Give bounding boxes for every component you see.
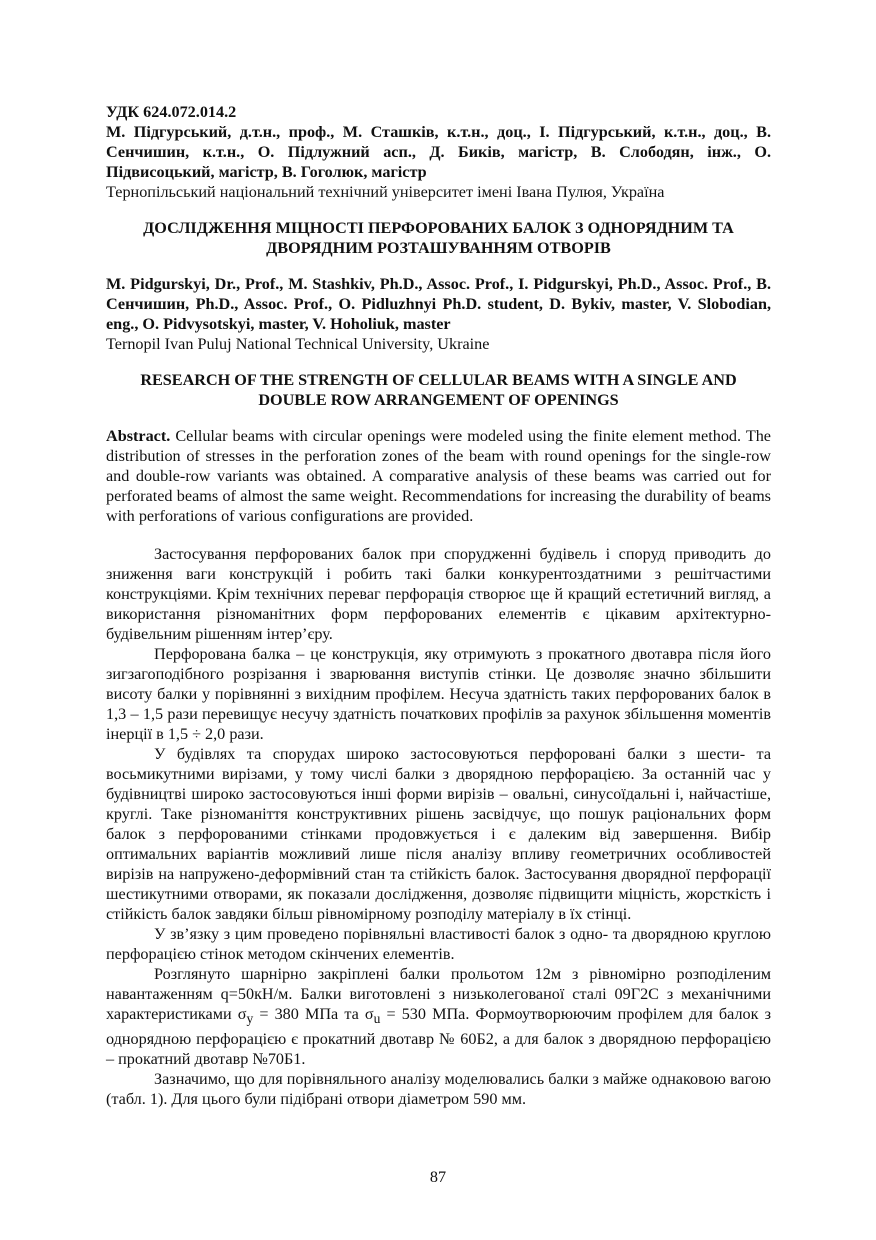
affiliation-english: Ternopil Ivan Puluj National Technical University, Ukraine	[106, 335, 490, 353]
abstract-label: Abstract.	[106, 427, 171, 445]
body-paragraph-6: Зазначимо, що для порівняльного аналізу моделювались балки з майже однаковою вагою (табл. 1). Для цього були підібрані отвори діаметром 590 мм.	[106, 1070, 771, 1109]
body-paragraph-2: Перфорована балка – це конструкція, яку отримують з прокатного двотавра після його зигзагоподібного розрізання і зварювання виступів стінки. Це дозволяє значно збільшити висоту балки у порівнянні з вихідним профілем. Несуча здатність таких перфорованих балок в 1,3 – 1,5 рази перевищує несучу здатність початкових профілів за рахунок збільшення моментів інерції в 1,5 ÷ 2,0 рази.	[106, 645, 771, 743]
body-paragraph-5-part-b: = 380 МПа та σ	[253, 1005, 374, 1023]
abstract-text: Cellular beams with circular openings were modeled using the finite element method. The distribution of stresses in the perforation zones of the beam with round openings for the single-row and double-row variants was obtained. A comparative analysis of these beams was carried out for perforated beams of almost the same weight. Recommendations for increasing the durability of beams with perforations of various configurations are provided.	[106, 427, 771, 525]
body-paragraph-5-part-a: Розглянуто шарнірно закріплені балки прольотом 12м з рівномірно розподіленим навантаженням q=50кН/м. Балки виготовлені з низьколегованої сталі 09Г2С з механічними характеристиками σ	[106, 965, 771, 1023]
body-paragraph-4: У зв’язку з цим проведено порівняльні властивості балок з одно- та дворядною круглою перфорацією стінок методом скінчених елементів.	[106, 925, 771, 963]
sigma-u-subscript: u	[373, 1011, 381, 1027]
title-english: RESEARCH OF THE STRENGTH OF CELLULAR BEAMS WITH A SINGLE AND DOUBLE ROW ARRANGEMENT OF OPENINGS	[140, 371, 737, 409]
body-paragraph-1: Застосування перфорованих балок при спорудженні будівель і споруд приводить до зниження ваги конструкцій і робить такі балки конкурентоздатними з решітчастими конструкціями. Крім технічних переваг перфорація створює ще й кращий естетичний вигляд, а використання різноманітних форм перфорованих елементів є цікавим архітектурно-будівельним рішенням інтер’єру.	[106, 545, 771, 643]
affiliation-ukrainian: Тернопільський національний технічний університет імені Івана Пулюя, Україна	[106, 183, 665, 201]
body-paragraph-5	[106, 964, 771, 1069]
title-ukrainian: ДОСЛІДЖЕННЯ МІЦНОСТІ ПЕРФОРОВАНИХ БАЛОК З ОДНОРЯДНИМ ТА ДВОРЯДНИМ РОЗТАШУВАННЯМ ОТВОРІВ	[143, 219, 734, 257]
authors-english: M. Pidgurskyi, Dr., Prof., M. Stashkiv, Ph.D., Assoc. Prof., I. Pidgurskyi, Ph.D., Assoc. Prof., В. Сенчишин, Ph.D., Assoc. Prof., O. Pidluzhnyi Ph.D. student, D. Bykiv, master, V. Slobodian, eng., O. Pidvysotskyi, master, V. Hoholiuk, master	[106, 275, 771, 333]
sigma-y-subscript: y	[246, 1011, 254, 1027]
body-paragraph-3: У будівлях та спорудах широко застосовуються перфоровані балки з шести- та восьмикутними вирізами, у тому числі балки з дворядною перфорацією. За останній час у будівництві широко застосовуються інші форми вирізів – овальні, синусоїдальні і, найчастіше, круглі. Таке різноманіття конструктивних рішень засвідчує, що пошук раціональних форм балок з перфорованими стінками продовжується і є далеким від завершення. Вибір оптимальних варіантів можливий лише після аналізу впливу геометричних особливостей вирізів на напружено-деформівний стан та стійкість балок. Застосування дворядної перфорації шестикутними отворами, як показали дослідження, дозволяє підвищити міцність, жорсткість і стійкість балок завдяки більш рівномірному розподілу матеріалу в їх стінці.	[106, 745, 771, 923]
page-number: 87	[429, 1168, 447, 1186]
abstract	[106, 426, 771, 526]
paper-page	[106, 102, 771, 1109]
udk-code: УДК 624.072.014.2	[106, 103, 237, 121]
body-paragraph-5-part-c: = 530 МПа. Формоутворюючим профілем для балок з однорядною перфорацією є прокатний двотавр № 60Б2, а для балок з дворядною перфорацією – прокатний двотавр №70Б1.	[106, 1005, 771, 1069]
authors-ukrainian: М. Підгурський, д.т.н., проф., М. Сташків, к.т.н., доц., І. Підгурський, к.т.н., доц., В. Сенчишин, к.т.н., О. Підлужний асп., Д. Биків, магістр, В. Слободян, інж., О. Підвисоцький, магістр, В. Гоголюк, магістр	[106, 123, 771, 181]
